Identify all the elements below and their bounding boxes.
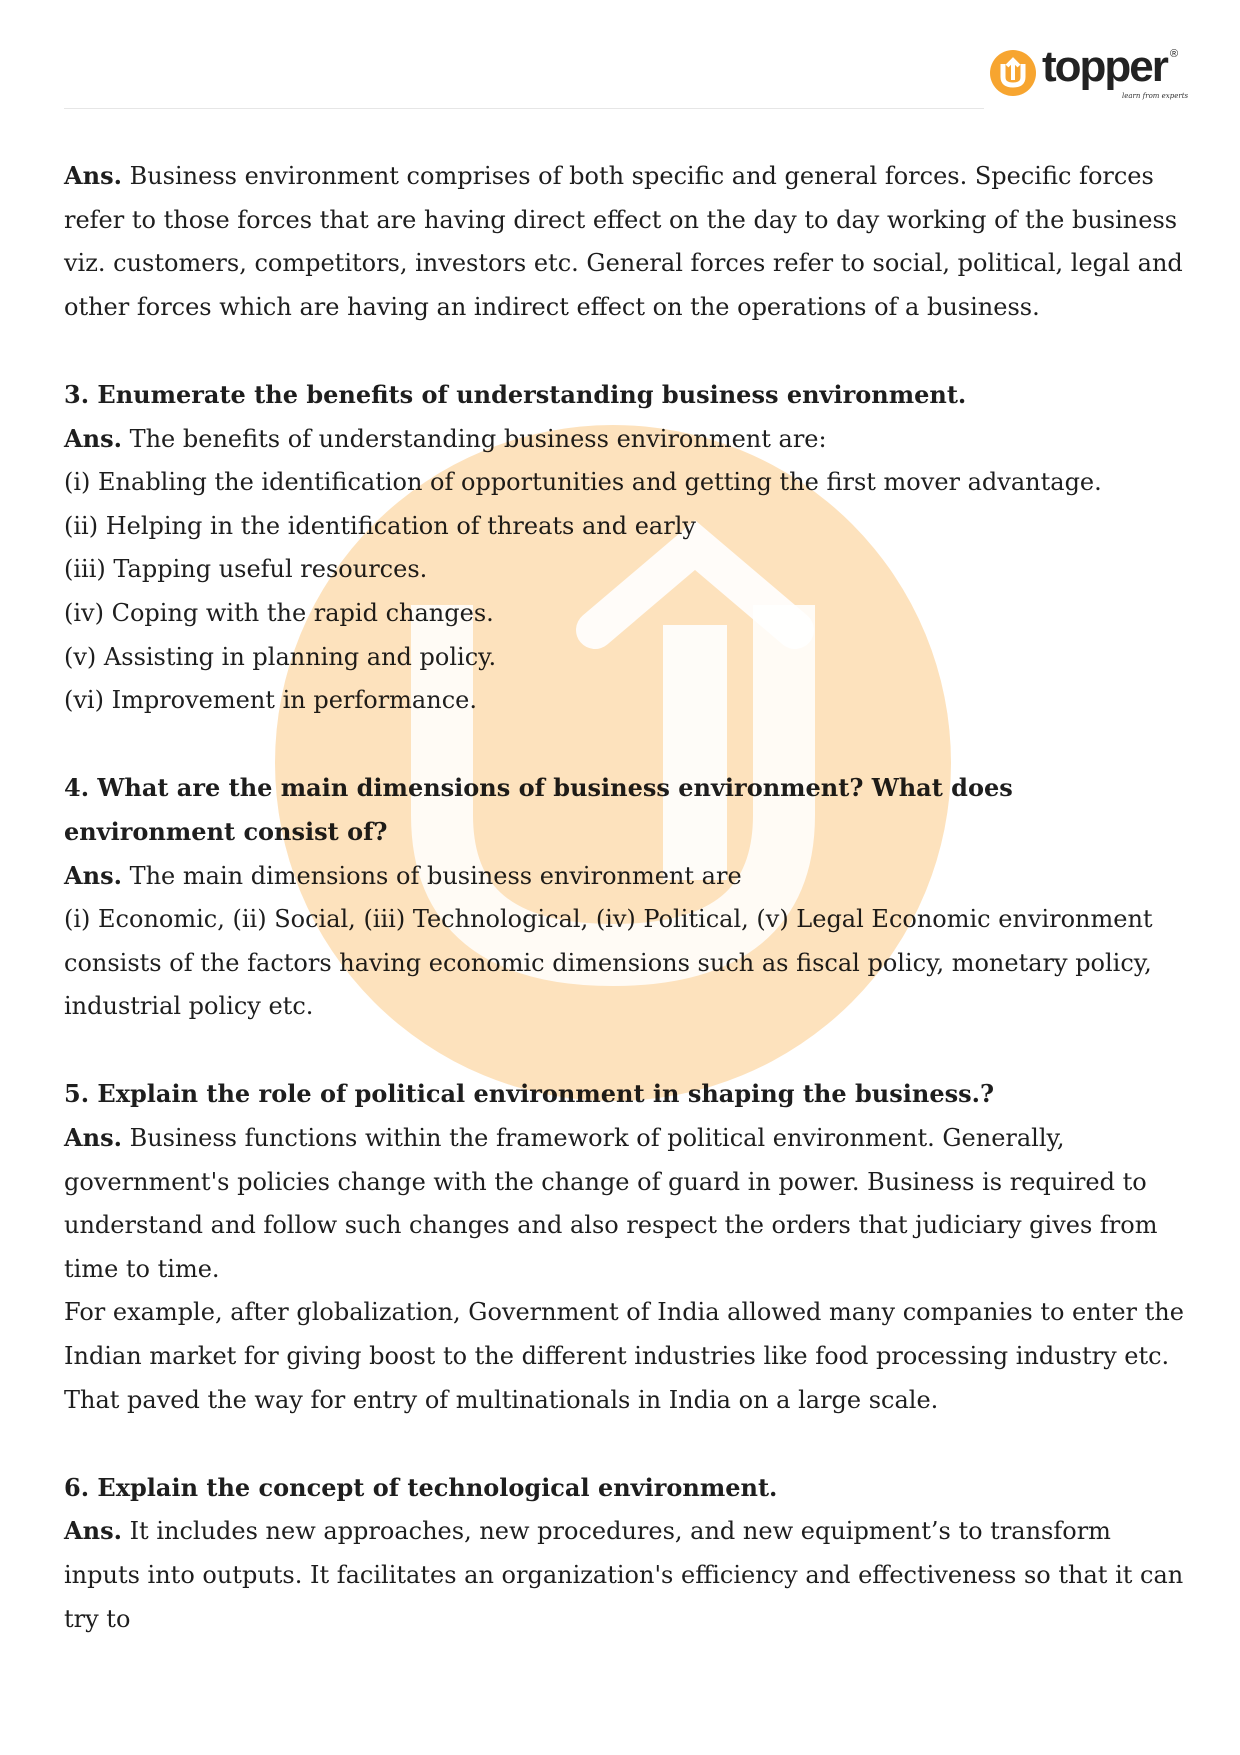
- question-5: 5. Explain the role of political environment in shaping the business.?: [64, 1079, 995, 1109]
- answer-label: Ans.: [64, 423, 122, 453]
- logo-tagline: learn from experts: [1122, 92, 1189, 100]
- answer-label: Ans.: [64, 161, 122, 190]
- answer-label: Ans.: [64, 1516, 122, 1546]
- answer-text: It includes new approaches, new procedures, and new equipment’s to transform inputs into outputs. It facilitates an organization's efficiency and effectiveness so that it can try to: [64, 1517, 1184, 1633]
- header-divider: [64, 108, 984, 109]
- answer-5: [64, 1116, 1184, 1291]
- answer-3: [64, 417, 1184, 462]
- question-6: 6. Explain the concept of technological environment.: [64, 1472, 778, 1502]
- topper-badge-icon: [990, 50, 1036, 96]
- example-text: For example, after globalization, Government of India allowed many companies to enter the Indian market for giving boost to the different industries like food processing industry etc. That paved the way for entry of multinationals in India on a large scale.: [64, 1298, 1184, 1414]
- logo-wordmark: topper: [1042, 42, 1167, 91]
- intro-answer: [64, 154, 1184, 329]
- answer-label: Ans.: [64, 860, 122, 890]
- answer-text: The main dimensions of business environment are: [129, 861, 742, 890]
- answer-6: [64, 1509, 1184, 1641]
- question-3: 3. Enumerate the benefits of understanding business environment.: [64, 379, 967, 409]
- registered-mark: ®: [1170, 48, 1179, 60]
- topper-logo: [990, 42, 1190, 106]
- list-item: (iv) Coping with the rapid changes.: [64, 598, 494, 627]
- answer-text: Business environment comprises of both specific and general forces. Specific forces refer to those forces that are having direct effect on the day to day working of the business viz. customers, competitors, investors etc. General forces refer to social, political, legal and other forces which are having an indirect effect on the operations of a business.: [64, 162, 1183, 321]
- document-body: [64, 154, 1184, 1641]
- list-item: (v) Assisting in planning and policy.: [64, 642, 497, 671]
- answer-4: [64, 854, 1184, 899]
- answer-text: Business functions within the framework of political environment. Generally, government's policies change with the change of guard in power. Business is required to understand and follow such changes and also respect the orders that judiciary gives from time to time.: [64, 1124, 1158, 1283]
- list-item: (ii) Helping in the identification of threats and early: [64, 511, 696, 540]
- list-item: (vi) Improvement in performance.: [64, 686, 477, 715]
- list-item: (i) Enabling the identification of opportunities and getting the first mover advantage.: [64, 468, 1102, 497]
- answer-text: The benefits of understanding business environment are:: [129, 424, 827, 453]
- answer-label: Ans.: [64, 1123, 122, 1153]
- list-item: (iii) Tapping useful resources.: [64, 555, 428, 584]
- question-4: 4. What are the main dimensions of business environment? What does environment consist of?: [64, 773, 1013, 846]
- dimensions-text: (i) Economic, (ii) Social, (iii) Technological, (iv) Political, (v) Legal Economic environment consists of the factors having economic dimensions such as fiscal policy, monetary policy, industrial policy etc.: [64, 905, 1153, 1021]
